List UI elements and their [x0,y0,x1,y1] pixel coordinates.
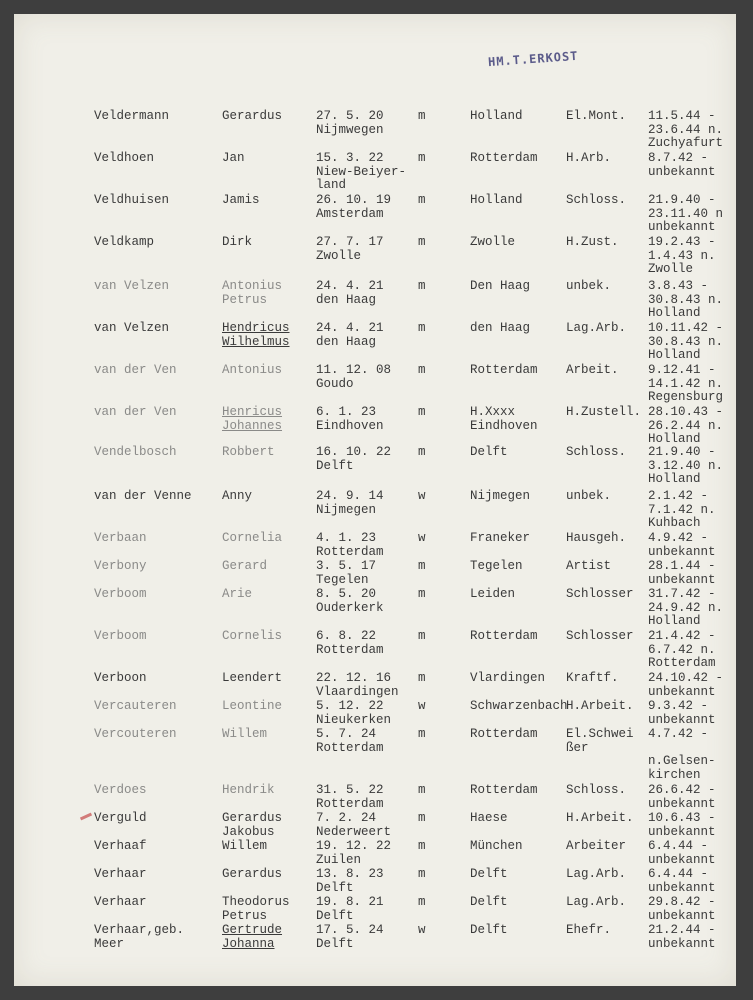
firstname-cell: Anny [222,489,253,503]
surname-cell: van Velzen [94,321,170,335]
stay-dates-cell: 9.3.42 - unbekannt [648,699,716,727]
occupation-cell: Artist [566,559,612,573]
occupation-cell: Hausgeh. [566,531,627,545]
firstname-cell: Jan [222,151,245,165]
sex-cell: m [418,559,426,573]
stay-dates-cell: 2.1.42 - 7.1.42 n. Kuhbach [648,489,716,530]
sex-cell: m [418,629,426,643]
firstname-cell: Jamis [222,193,260,207]
residence-cell: Delft [470,445,508,459]
occupation-cell: Schloss. [566,193,627,207]
firstname-cell: Dirk [222,235,253,249]
residence-cell: den Haag [470,321,531,335]
table-row [0,727,753,782]
birthdate-cell: 22. 12. 16 [316,671,392,685]
birthdate-cell: 24. 9. 14 [316,489,384,503]
birthplace-cell: Delft [316,908,354,923]
stay-dates-cell: 31.7.42 - 24.9.42 n. Holland [648,587,724,628]
birthdate-cell: 26. 10. 19 [316,193,392,207]
sex-cell: m [418,279,426,293]
birthplace-cell: Rotterdam [316,740,384,755]
table-row [0,364,753,408]
sex-cell: m [418,363,426,377]
birthdate-cell: 4. 1. 23 [316,531,377,545]
table-row [0,194,753,238]
residence-cell: München [470,839,523,853]
stay-dates-cell: 26.6.42 - unbekannt [648,783,716,811]
sex-cell: w [418,531,426,545]
surname-cell: Verdoes [94,783,147,797]
surname-cell: van der Ven [94,405,177,419]
occupation-cell: H.Zustell. [566,405,642,419]
birthdate-cell: 19. 12. 22 [316,839,392,853]
occupation-cell: El.Mont. [566,109,627,123]
stay-dates-cell: 21.9.40 - 23.11.40 n unbekannt [648,193,724,234]
sex-cell: m [418,193,426,207]
stay-dates-cell: 8.7.42 - unbekannt [648,151,716,179]
residence-cell: Holland [470,193,523,207]
residence-cell: Delft [470,895,508,909]
occupation-cell: Schloss. [566,445,627,459]
residence-cell: Rotterdam [470,363,538,377]
firstname-cell: Leendert [222,671,283,685]
birthplace-cell: den Haag [316,334,377,349]
table-row [0,110,753,154]
sex-cell: m [418,783,426,797]
stay-dates-cell: 3.8.43 - 30.8.43 n. Holland [648,279,724,320]
firstname-cell: Gertrude Johanna [222,923,283,951]
residence-cell: Zwolle [470,235,516,249]
residence-cell: Nijmegen [470,489,531,503]
surname-cell: Veldkamp [94,235,155,249]
firstname-cell: Gerard [222,559,268,573]
residence-cell: Holland [470,109,523,123]
occupation-cell: Kraftf. [566,671,619,685]
birthdate-cell: 17. 5. 24 [316,923,384,937]
residence-cell: Haese [470,811,508,825]
surname-cell: Verhaar [94,895,147,909]
firstname-cell: Gerardus [222,109,283,123]
stay-dates-cell: 10.11.42 - 30.8.43 n. Holland [648,321,724,362]
surname-cell: van Velzen [94,279,170,293]
birthplace-cell: Amsterdam [316,206,384,221]
occupation-cell: Arbeit. [566,363,619,377]
sex-cell: w [418,699,426,713]
sex-cell: m [418,895,426,909]
occupation-cell: Schloss. [566,783,627,797]
stay-dates-cell: 28.10.43 - 26.2.44 n. Holland [648,405,724,446]
residence-cell: H.Xxxx Eindhoven [470,405,538,433]
surname-cell: Verboon [94,671,147,685]
residence-cell: Rotterdam [470,629,538,643]
firstname-cell: Theodorus Petrus [222,895,290,923]
firstname-cell: Hendrik [222,783,275,797]
residence-cell: Delft [470,923,508,937]
surname-cell: van der Ven [94,363,177,377]
birthdate-cell: 7. 2. 24 [316,811,377,825]
surname-cell: van der Venne [94,489,192,503]
firstname-cell: Willem [222,839,268,853]
birthplace-cell: Ouderkerk [316,600,384,615]
occupation-cell: Lag.Arb. [566,321,627,335]
birthplace-cell: Delft [316,880,354,895]
stay-dates-cell: 28.1.44 - unbekannt [648,559,716,587]
residence-cell: Rotterdam [470,727,538,741]
sex-cell: m [418,867,426,881]
sex-cell: m [418,405,426,419]
surname-cell: Vercauteren [94,699,177,713]
birthdate-cell: 31. 5. 22 [316,783,384,797]
firstname-cell: Cornelis [222,629,283,643]
birthplace-cell: Rotterdam [316,642,384,657]
stay-dates-cell: 21.9.40 - 3.12.40 n. Holland [648,445,724,486]
surname-cell: Veldhoen [94,151,155,165]
stay-dates-cell: 10.6.43 - unbekannt [648,811,716,839]
firstname-cell: Antonius [222,363,283,377]
stay-dates-cell: 21.4.42 - 6.7.42 n. Rotterdam [648,629,716,670]
sex-cell: w [418,489,426,503]
surname-cell: Verboom [94,587,147,601]
occupation-cell: Lag.Arb. [566,895,627,909]
occupation-cell: H.Arbeit. [566,811,634,825]
firstname-cell: Gerardus [222,867,283,881]
table-row [0,236,753,280]
birthplace-cell: Delft [316,458,354,473]
surname-cell: Vercouteren [94,727,177,741]
stay-dates-cell: 29.8.42 - unbekannt [648,895,716,923]
birthdate-cell: 15. 3. 22 [316,151,384,165]
occupation-cell: unbek. [566,279,612,293]
firstname-cell: Gerardus Jakobus [222,811,283,839]
residence-cell: Delft [470,867,508,881]
birthplace-cell: Nijmwegen [316,122,384,137]
table-row [0,322,753,366]
sex-cell: m [418,587,426,601]
birthdate-cell: 6. 1. 23 [316,405,377,419]
birthdate-cell: 5. 7. 24 [316,727,377,741]
birthdate-cell: 24. 4. 21 [316,321,384,335]
surname-cell: Veldermann [94,109,170,123]
birthplace-cell: den Haag [316,292,377,307]
birthdate-cell: 8. 5. 20 [316,587,377,601]
firstname-cell: Leontine [222,699,283,713]
birthdate-cell: 19. 8. 21 [316,895,384,909]
stay-dates-cell: 19.2.43 - 1.4.43 n. Zwolle [648,235,716,276]
firstname-cell: Hendricus Wilhelmus [222,321,290,349]
table-row [0,446,753,490]
surname-cell: Verhaaf [94,839,147,853]
occupation-cell: Schlosser [566,629,634,643]
stay-dates-cell: 4.7.42 - n.Gelsen- kirchen [648,727,716,782]
residence-cell: Franeker [470,531,531,545]
occupation-cell: Schlosser [566,587,634,601]
stay-dates-cell: 6.4.44 - unbekannt [648,867,716,895]
sex-cell: m [418,671,426,685]
firstname-cell: Willem [222,727,268,741]
table-row [0,588,753,632]
occupation-cell: H.Arbeit. [566,699,634,713]
birthplace-cell: Zuilen [316,852,362,867]
birthdate-cell: 13. 8. 23 [316,867,384,881]
occupation-cell: unbek. [566,489,612,503]
birthplace-cell: Nieukerken [316,712,392,727]
residence-cell: Schwarzenbach [470,699,568,713]
birthdate-cell: 6. 8. 22 [316,629,377,643]
stay-dates-cell: 4.9.42 - unbekannt [648,531,716,559]
table-row [0,280,753,324]
sex-cell: m [418,445,426,459]
surname-cell: Verbaan [94,531,147,545]
surname-cell: Vendelbosch [94,445,177,459]
birthdate-cell: 24. 4. 21 [316,279,384,293]
birthplace-cell: Nederweert [316,824,392,839]
surname-cell: Verbony [94,559,147,573]
sex-cell: w [418,923,426,937]
stay-dates-cell: 6.4.44 - unbekannt [648,839,716,867]
occupation-cell: Ehefr. [566,923,612,937]
occupation-cell: Arbeiter [566,839,627,853]
birthdate-cell: 16. 10. 22 [316,445,392,459]
birthplace-cell: Tegelen [316,572,369,587]
birthplace-cell: Goudo [316,376,354,391]
residence-cell: Vlardingen [470,671,546,685]
occupation-cell: Lag.Arb. [566,867,627,881]
birthplace-cell: Delft [316,936,354,951]
sex-cell: m [418,235,426,249]
stay-dates-cell: 21.2.44 - unbekannt [648,923,716,951]
firstname-cell: Henricus Johannes [222,405,283,433]
birthplace-cell: Rotterdam [316,544,384,559]
firstname-cell: Arie [222,587,253,601]
surname-cell: Verguld [94,811,147,825]
birthplace-cell: Eindhoven [316,418,384,433]
table-row [0,490,753,534]
birthdate-cell: 3. 5. 17 [316,559,377,573]
residence-cell: Den Haag [470,279,531,293]
residence-cell: Leiden [470,587,516,601]
firstname-cell: Cornelia [222,531,283,545]
sex-cell: m [418,727,426,741]
birthplace-cell: Niew-Beiyer- land [316,164,407,192]
birthplace-cell: Zwolle [316,248,362,263]
stay-dates-cell: 9.12.41 - 14.1.42 n. Regensburg [648,363,724,404]
birthdate-cell: 5. 12. 22 [316,699,384,713]
occupation-cell: H.Zust. [566,235,619,249]
residence-cell: Rotterdam [470,783,538,797]
stamp-mark: HM.T.ERKOST [487,48,579,70]
residence-cell: Rotterdam [470,151,538,165]
birthdate-cell: 11. 12. 08 [316,363,392,377]
surname-cell: Verhaar,geb. Meer [94,923,185,951]
firstname-cell: Robbert [222,445,275,459]
birthdate-cell: 27. 7. 17 [316,235,384,249]
table-row [0,630,753,674]
birthplace-cell: Rotterdam [316,796,384,811]
birthplace-cell: Vlaardingen [316,684,399,699]
stay-dates-cell: 11.5.44 - 23.6.44 n. Zuchyafurt [648,109,724,150]
surname-cell: Verhaar [94,867,147,881]
surname-cell: Veldhuisen [94,193,170,207]
sex-cell: m [418,839,426,853]
sex-cell: m [418,321,426,335]
occupation-cell: El.Schwei ßer [566,727,634,755]
sex-cell: m [418,151,426,165]
birthdate-cell: 27. 5. 20 [316,109,384,123]
stay-dates-cell: 24.10.42 - unbekannt [648,671,724,699]
residence-cell: Tegelen [470,559,523,573]
occupation-cell: H.Arb. [566,151,612,165]
sex-cell: m [418,811,426,825]
firstname-cell: Antonius Petrus [222,279,283,307]
table-row [0,924,753,968]
sex-cell: m [418,109,426,123]
surname-cell: Verboom [94,629,147,643]
birthplace-cell: Nijmegen [316,502,377,517]
table-row [0,406,753,450]
table-row [0,152,753,196]
